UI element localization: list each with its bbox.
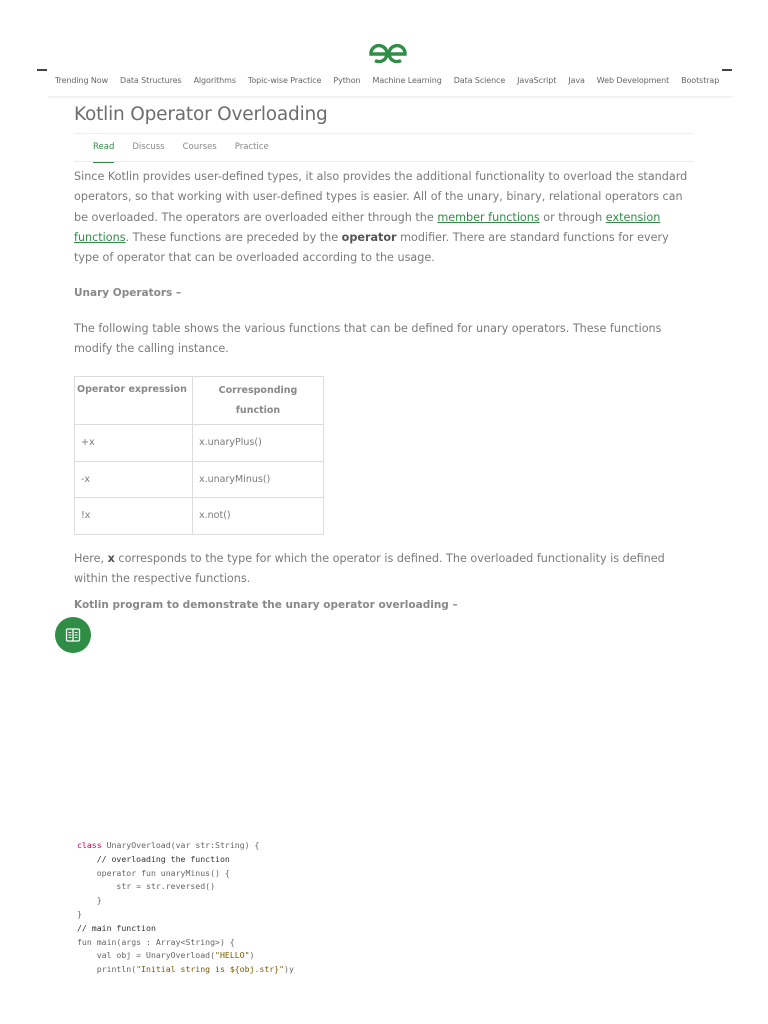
tabs-divider	[74, 161, 694, 162]
tab-practice[interactable]: Practice	[234, 142, 269, 152]
code-string: "Initial string is ${obj.str}"	[136, 964, 285, 975]
code-line: fun main(args : Array<String>) {	[77, 936, 235, 947]
intro-text-1: Since Kotlin provides user-defined types, it also provides the additional functionality to overload the standard operators, so that working with user-defined types is easier. All of the unary, binary, relational operators can be overloaded. The operators are overloaded either through the	[74, 170, 688, 224]
nav-item-javascript[interactable]: JavaScript	[517, 76, 557, 85]
nav-item-algorithms[interactable]: Algorithms	[193, 76, 236, 85]
table-cell-function: x.not()	[193, 498, 324, 535]
code-line: }	[77, 895, 102, 906]
program-heading: Kotlin program to demonstrate the unary operator overloading –	[74, 599, 458, 611]
code-line: UnaryOverload(var str:String) {	[101, 840, 260, 850]
page-title: Kotlin Operator Overloading	[74, 104, 328, 125]
unary-operators-table	[74, 376, 324, 535]
tab-courses[interactable]: Courses	[182, 142, 217, 152]
table-cell-function: x.unaryPlus()	[193, 425, 324, 462]
table-intro-paragraph: The following table shows the various functions that can be defined for unary operators. These functions modify the calling instance.	[74, 322, 662, 356]
operator-keyword: operator	[341, 230, 397, 244]
tab-read[interactable]: Read	[93, 141, 114, 163]
nav-scroll-left-icon[interactable]	[37, 69, 47, 71]
nav-item-trending-now[interactable]: Trending Now	[55, 76, 109, 85]
intro-text-3: . These functions are preceded by the	[125, 230, 342, 244]
code-line: val obj = UnaryOverload(	[77, 950, 216, 961]
nav-item-machine-learning[interactable]: Machine Learning	[372, 76, 442, 85]
table-cell-operator: -x	[75, 461, 193, 498]
code-comment: // main function	[77, 922, 156, 933]
nav-item-bootstrap[interactable]: Bootstrap	[681, 76, 720, 85]
geeksforgeeks-logo[interactable]	[368, 43, 408, 65]
code-comment: // overloading the function	[77, 853, 230, 864]
article-list-button[interactable]	[55, 617, 91, 653]
table-row	[75, 498, 324, 535]
extension-functions-link[interactable]: extension functions	[74, 210, 661, 244]
table-row	[75, 461, 324, 498]
intro-text-4: modifier. There are standard functions for every type of operator that can be overloaded according to the usage.	[74, 230, 669, 265]
nav-item-java[interactable]: Java	[568, 76, 585, 85]
member-functions-link[interactable]: member functions	[437, 210, 540, 224]
x-keyword: x	[107, 552, 115, 565]
top-navigation	[55, 74, 731, 88]
code-line: println(	[77, 964, 137, 975]
title-divider	[74, 133, 694, 134]
intro-paragraph	[74, 167, 694, 268]
intro-text-2: or through	[539, 210, 606, 224]
table-cell-operator: +x	[75, 425, 193, 462]
tab-discuss[interactable]: Discuss	[132, 142, 165, 152]
nav-item-data-science[interactable]: Data Science	[453, 76, 506, 85]
code-line: operator fun unaryMinus() {	[77, 867, 230, 878]
article-tabs	[93, 141, 287, 163]
code-line: )	[249, 950, 255, 961]
table-row	[75, 425, 324, 462]
nav-divider	[48, 96, 732, 98]
nav-item-data-structures[interactable]: Data Structures	[120, 76, 182, 85]
table-cell-function: x.unaryMinus()	[193, 461, 324, 498]
article-list-icon	[65, 627, 81, 643]
table-header-operator: Operator expression	[75, 377, 193, 425]
here-paragraph	[74, 549, 694, 590]
code-keyword: class	[77, 840, 102, 850]
nav-item-python[interactable]: Python	[333, 76, 361, 85]
code-block	[77, 839, 294, 977]
code-string: "HELLO"	[215, 950, 250, 961]
unary-operators-heading: Unary Operators –	[74, 287, 182, 299]
table-header-row	[75, 377, 324, 425]
table-header-function: Corresponding function	[193, 377, 324, 425]
code-line: )y	[284, 964, 294, 975]
here-text-2: corresponds to the type for which the operator is defined. The overloaded functionality is defined within the respective functions.	[74, 552, 665, 586]
table-cell-operator: !x	[75, 498, 193, 535]
nav-item-topic-wise-practice[interactable]: Topic-wise Practice	[247, 76, 322, 85]
nav-item-web-development[interactable]: Web Development	[596, 76, 670, 85]
nav-scroll-right-icon[interactable]	[722, 69, 732, 71]
code-line: str = str.reversed()	[77, 881, 216, 892]
code-line: }	[77, 908, 82, 919]
here-text-1: Here,	[74, 552, 108, 565]
